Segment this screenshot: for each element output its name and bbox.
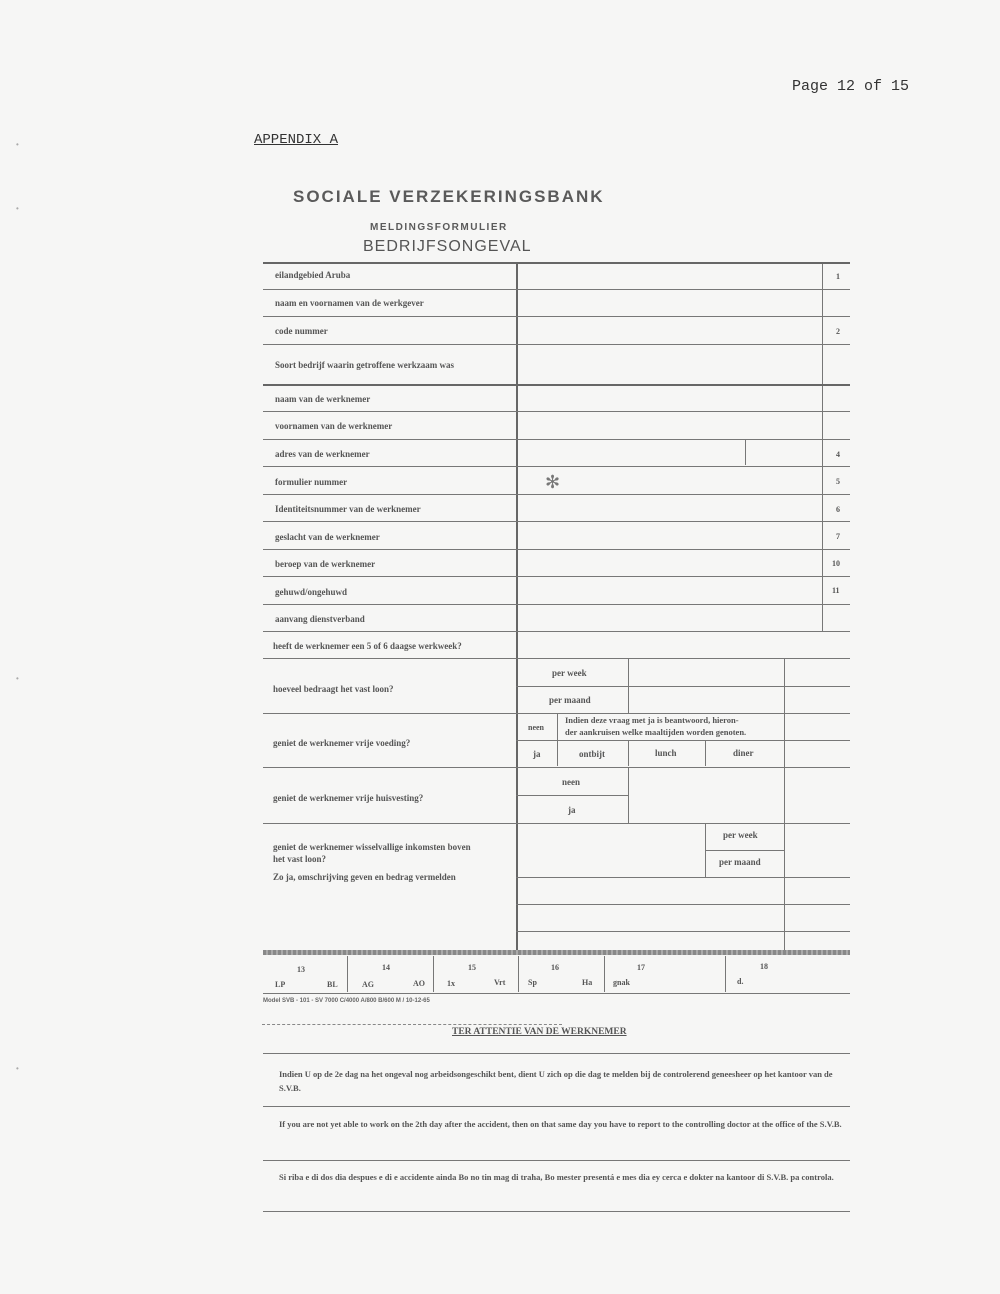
- variable-per-month: per maand: [719, 857, 761, 867]
- row-line: [263, 289, 850, 290]
- code-label: 1x: [447, 979, 455, 988]
- meal-breakfast: ontbijt: [579, 749, 606, 759]
- form-subtitle: MELDINGSFORMULIER: [370, 222, 508, 233]
- housing-divider: [628, 768, 629, 823]
- label-marital-status: gehuwd/ongehuwd: [275, 587, 348, 597]
- row-line: [516, 904, 850, 905]
- food-divider-c: [705, 740, 706, 766]
- row-line: [516, 877, 850, 878]
- organization-title: SOCIALE VERZEKERINGSBANK: [293, 187, 605, 206]
- label-island: eilandgebied Aruba: [275, 270, 351, 280]
- separator-bar: [263, 950, 850, 955]
- margin-mark: •: [16, 1064, 19, 1073]
- row-line: [263, 576, 850, 577]
- notice-dutch: Indien U op de 2e dag na het ongeval nog arbeidsongeschikt bent, dient U zich op die dag te melden bij de controlerend geneesheer op het kantoor van de S.V.B.: [279, 1069, 833, 1093]
- code-number: 13: [297, 965, 305, 974]
- row-line: [263, 521, 850, 522]
- notice-heading: TER ATTENTIE VAN DE WERKNEMER: [452, 1027, 627, 1037]
- row-line: [263, 384, 850, 386]
- row-line: [263, 262, 850, 264]
- row-line: [263, 494, 850, 495]
- wage-per-week: per week: [552, 668, 587, 678]
- right-column-divider: [784, 658, 785, 950]
- field-code: 2: [836, 327, 840, 336]
- field-code: 7: [836, 532, 840, 541]
- food-note-line2: der aankruisen welke maaltijden worden genoten.: [565, 727, 747, 737]
- label-employment-start: aanvang dienstverband: [275, 614, 365, 624]
- codes-divider: [433, 956, 434, 992]
- label-workweek: heeft de werknemer een 5 of 6 daagse werkweek?: [273, 641, 462, 651]
- page-number: Page 12 of 15: [792, 78, 910, 95]
- notice-english: If you are not yet able to work on the 2th day after the accident, then on that same day you have to report to the controlling doctor at the office of the S.V.B.: [279, 1119, 842, 1129]
- food-divider-b: [628, 740, 629, 766]
- row-line: [705, 850, 785, 851]
- meal-dinner: diner: [733, 748, 754, 758]
- label-business-type: Soort bedrijf waarin getroffene werkzaam was: [275, 360, 455, 370]
- row-line: [263, 466, 850, 467]
- address-box-divider: [745, 440, 746, 465]
- margin-mark: •: [16, 204, 19, 213]
- code-number: 17: [637, 963, 645, 972]
- field-code: 1: [836, 272, 840, 281]
- codes-divider: [725, 956, 726, 992]
- codes-bottom-line: [263, 993, 850, 994]
- codes-divider: [347, 956, 348, 992]
- label-code-number: code nummer: [275, 326, 328, 336]
- label-free-housing: geniet de werknemer vrije huisvesting?: [273, 793, 424, 803]
- housing-no: neen: [562, 777, 580, 787]
- form-divider: [516, 262, 518, 950]
- model-number: Model SVB - 101 - SV 7000 C/4000 A/800 B/600 M / 10-12-65: [263, 998, 430, 1004]
- row-line: [516, 740, 850, 741]
- form-name: BEDRIJFSONGEVAL: [363, 238, 532, 255]
- row-line: [263, 316, 850, 317]
- row-line: [263, 631, 850, 632]
- label-employee-name: naam van de werknemer: [275, 394, 371, 404]
- code-label: gnak: [613, 978, 630, 987]
- meal-lunch: lunch: [655, 748, 677, 758]
- code-label: BL: [327, 980, 338, 989]
- codes-divider: [604, 956, 605, 992]
- row-line: [516, 931, 850, 932]
- label-profession: beroep van de werknemer: [275, 559, 376, 569]
- codes-divider: [518, 956, 519, 992]
- field-code: 10: [832, 559, 840, 568]
- label-variable-income-1: geniet de werknemer wisselvallige inkomsten boven: [273, 842, 471, 852]
- label-variable-income-3: Zo ja, omschrijving geven en bedrag vermelden: [273, 872, 456, 882]
- label-variable-income-2: het vast loon?: [273, 854, 327, 864]
- notice-papiamento: Si riba e di dos dia despues e di e accidente ainda Bo no tin mag di traha, Bo mester presentá e mes dia ey cerca e dokter na kantoor di S.V.B. pa controla.: [279, 1172, 834, 1182]
- asterisk-icon: ✻: [545, 472, 561, 492]
- code-number: 18: [760, 962, 768, 971]
- notice-rule: [263, 1160, 850, 1161]
- code-label: AO: [413, 979, 425, 988]
- field-code: 5: [836, 477, 840, 486]
- field-code: 6: [836, 505, 840, 514]
- margin-mark: •: [16, 140, 19, 149]
- code-number: 15: [468, 963, 476, 972]
- label-gender: geslacht van de werknemer: [275, 532, 380, 542]
- row-line: [263, 549, 850, 550]
- code-label: Vrt: [494, 978, 506, 987]
- row-line: [263, 713, 850, 714]
- row-line: [263, 823, 850, 824]
- code-number: 16: [551, 963, 559, 972]
- label-wage: hoeveel bedraagt het vast loon?: [273, 684, 394, 694]
- notice-rule: [263, 1211, 850, 1212]
- label-employee-address: adres van de werknemer: [275, 449, 370, 459]
- row-line: [263, 344, 850, 345]
- row-line: [263, 658, 850, 659]
- label-form-number: formulier nummer: [275, 477, 348, 487]
- appendix-label: APPENDIX A: [254, 132, 339, 148]
- row-line: [263, 411, 850, 412]
- food-note-line1: Indien deze vraag met ja is beantwoord, hieron-: [565, 715, 739, 725]
- label-employer-name: naam en voornamen van de werkgever: [275, 298, 424, 308]
- label-free-food: geniet de werknemer vrije voeding?: [273, 738, 411, 748]
- code-label: Ha: [582, 978, 593, 987]
- label-id-number: Identiteitsnummer van de werknemer: [275, 504, 421, 514]
- field-code: 11: [832, 586, 840, 595]
- food-yes: ja: [533, 749, 541, 759]
- row-line: [516, 686, 850, 687]
- code-label: Sp: [528, 978, 537, 987]
- code-number: 14: [382, 963, 390, 972]
- wage-per-month: per maand: [549, 695, 591, 705]
- food-no: neen: [528, 723, 544, 732]
- notice-rule: [263, 1053, 850, 1054]
- row-line: [263, 767, 850, 768]
- code-label: LP: [275, 980, 286, 989]
- housing-yes: ja: [568, 805, 576, 815]
- row-line: [263, 604, 850, 605]
- code-label: AG: [362, 980, 374, 989]
- label-employee-firstnames: voornamen van de werknemer: [275, 421, 393, 431]
- row-line: [516, 795, 628, 796]
- field-code: 4: [836, 450, 840, 459]
- dashed-rule: [262, 1024, 562, 1025]
- row-line: [263, 439, 850, 440]
- variable-per-week: per week: [723, 830, 758, 840]
- margin-mark: •: [16, 674, 19, 683]
- notice-rule: [263, 1106, 850, 1107]
- code-label: d.: [737, 977, 744, 986]
